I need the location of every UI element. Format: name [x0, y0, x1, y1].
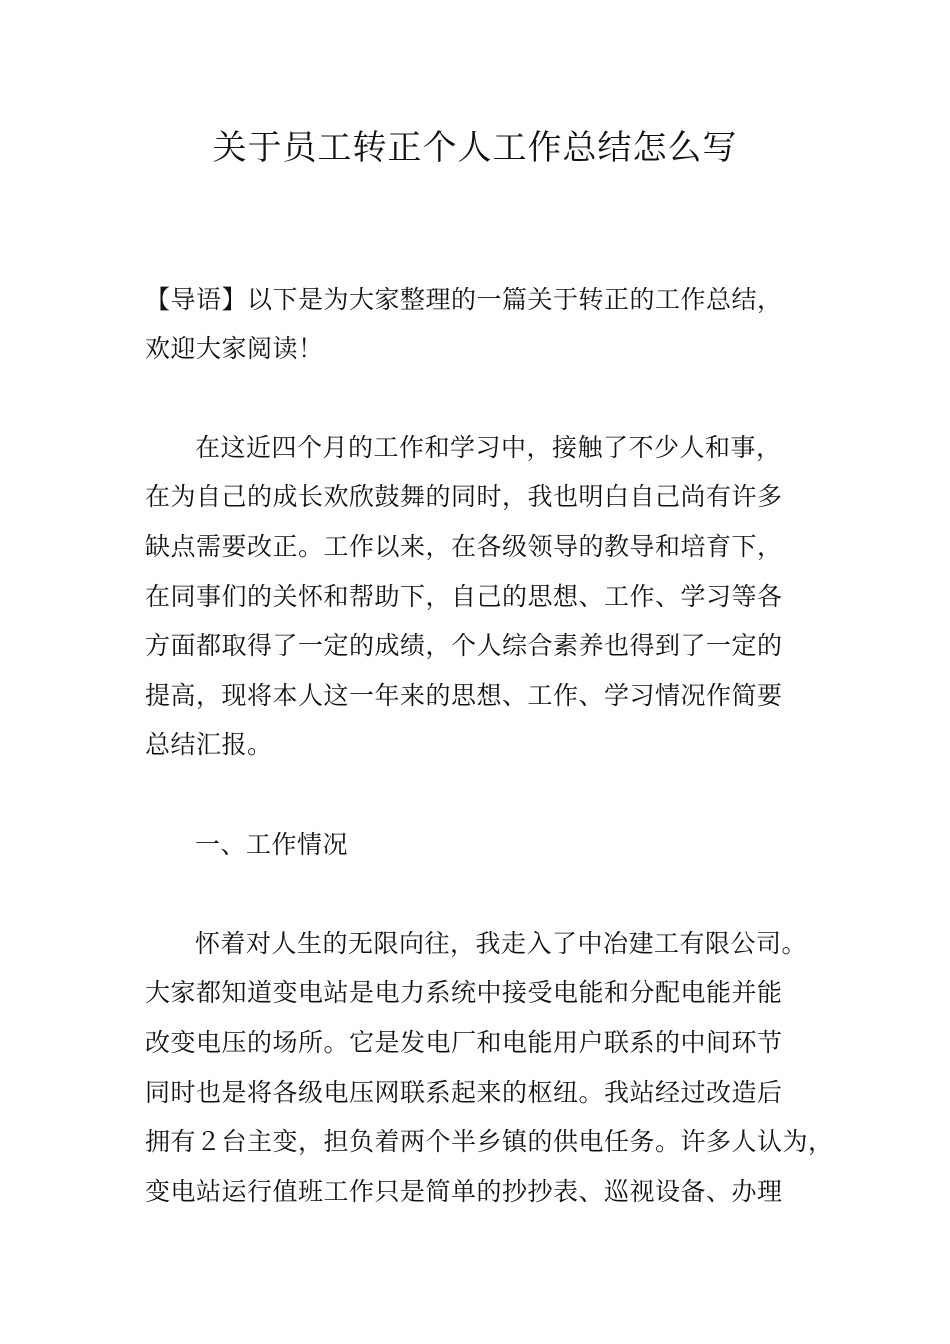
paragraph2-line-2: 大家都知道变电站是电力系统中接受电能和分配电能并能 [145, 978, 783, 1007]
paragraph1-line-5: 方面都取得了一定的成绩，个人综合素养也得到了一定的 [145, 631, 783, 660]
section-heading: 一、工作情况 [195, 830, 349, 859]
document-title: 关于员工转正个人工作总结怎么写 [212, 128, 738, 168]
paragraph2-line-3: 改变电压的场所。它是发电厂和电能用户联系的中间环节 [145, 1028, 783, 1057]
paragraph2-line-6: 变电站运行值班工作只是简单的抄抄表、巡视设备、办理 [145, 1177, 783, 1206]
paragraph2-line-4: 同时也是将各级电压网联系起来的枢纽。我站经过改造后 [145, 1078, 783, 1107]
paragraph2-line-5: 拥有２台主变，担负着两个半乡镇的供电任务。许多人认为， [145, 1127, 834, 1156]
intro-line-2: 欢迎大家阅读！ [145, 334, 324, 363]
paragraph1-line-2: 在为自己的成长欢欣鼓舞的同时，我也明白自己尚有许多 [145, 482, 783, 511]
paragraph1-line-1: 在这近四个月的工作和学习中，接触了不少人和事， [195, 433, 782, 462]
paragraph1-line-3: 缺点需要改正。工作以来，在各级领导的教导和培育下， [145, 532, 783, 561]
paragraph1-line-6: 提高，现将本人这一年来的思想、工作、学习情况作简要 [145, 681, 783, 710]
paragraph1-line-7: 总结汇报。 [145, 730, 273, 759]
intro-line-1: 【导语】以下是为大家整理的一篇关于转正的工作总结， [145, 285, 783, 314]
paragraph2-line-1: 怀着对人生的无限向往，我走入了中冶建工有限公司。 [195, 929, 808, 958]
paragraph1-line-4: 在同事们的关怀和帮助下，自己的思想、工作、学习等各 [145, 582, 783, 611]
